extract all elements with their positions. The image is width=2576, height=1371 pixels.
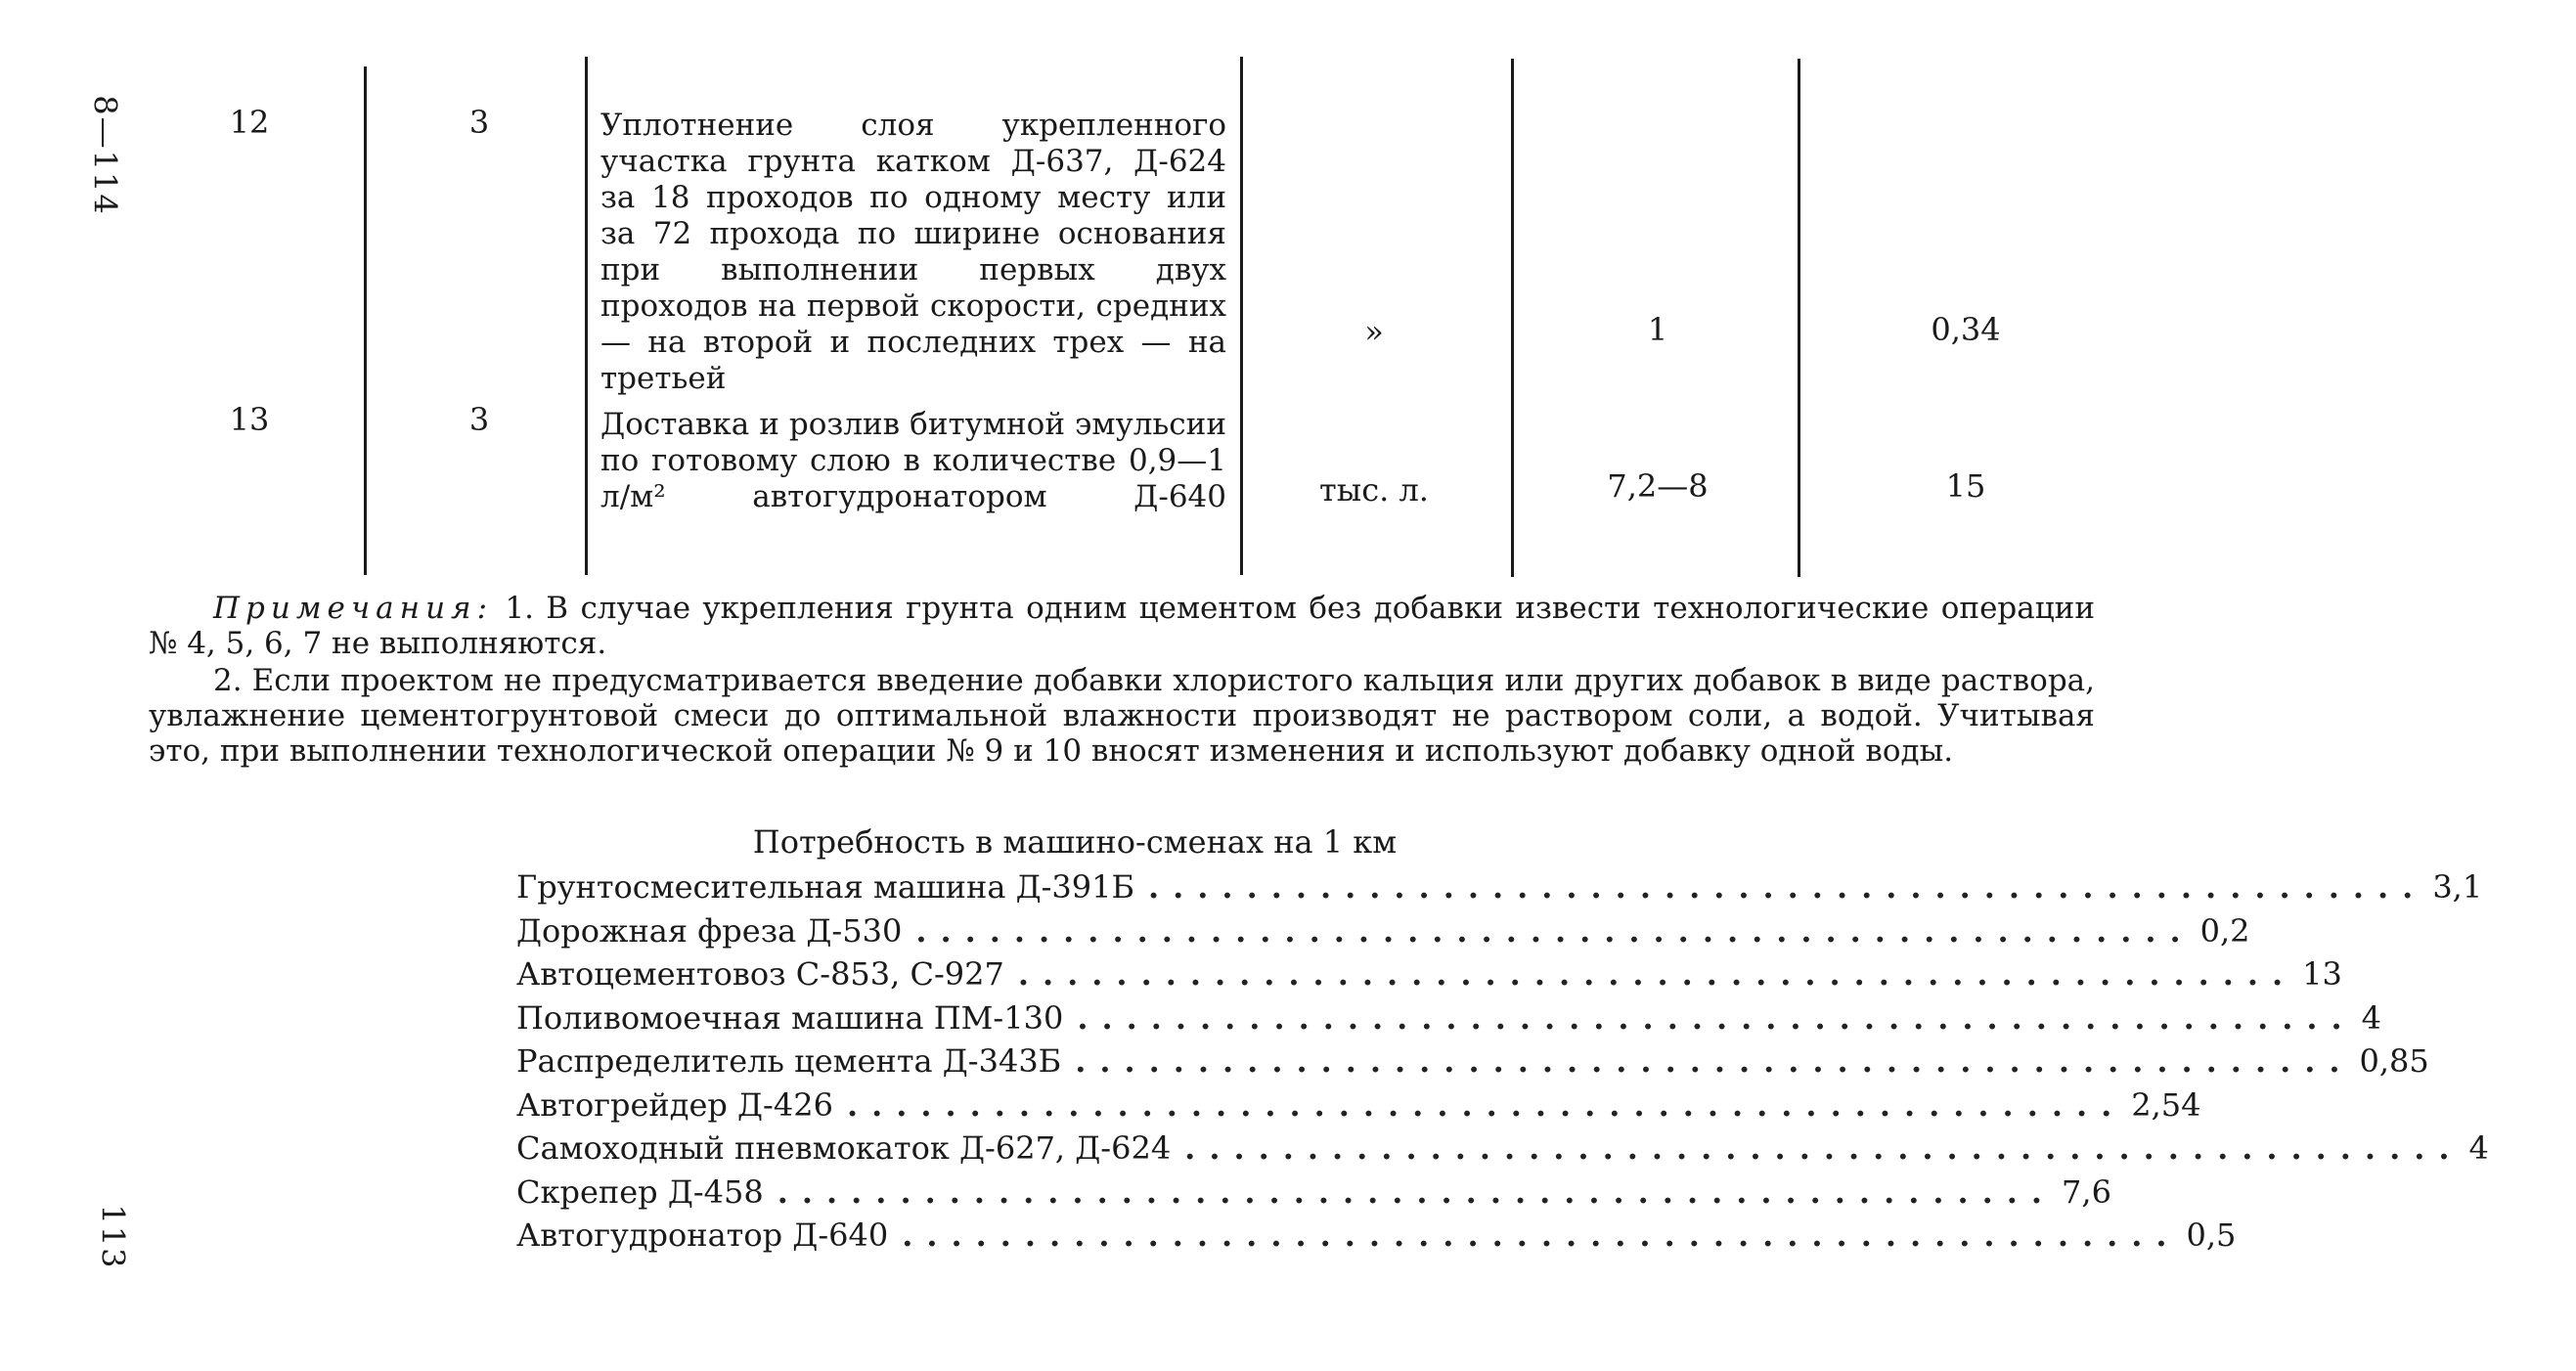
- row-value: 15: [1945, 467, 1986, 505]
- machine-name: Автоцементовоз С-853, С-927: [516, 955, 1004, 993]
- leader-dots: ....................................................: [1148, 868, 2427, 906]
- machine-name: Дорожная фреза Д-530: [516, 911, 903, 950]
- notes-heading: Примечания:: [213, 591, 494, 626]
- list-item: [516, 1216, 2237, 1260]
- leader-dots: ....................................................: [1075, 1042, 2354, 1080]
- machine-name: Автогудронатор Д-640: [516, 1216, 889, 1254]
- leader-dots: ....................................................: [1017, 955, 2297, 993]
- row-quantity: 7,2—8: [1607, 467, 1709, 505]
- page-code-label: 8—114: [86, 95, 124, 216]
- machine-shifts: 0,2: [2199, 911, 2250, 950]
- requirements-title: Потребность в машино-сменах на 1 км: [752, 823, 1398, 861]
- row-description: Уплотнение слоя укрепленного участка грунта катком Д-637, Д-624 за 18 проходов по одному месту или за 72 прохода по ширине основания при выполнении первых двух проходов на первой скорости, средних — на второй и последних трех — на третьей: [600, 108, 1226, 396]
- row-quantity: 1: [1647, 311, 1668, 348]
- machine-shifts: 2,54: [2131, 1085, 2201, 1124]
- page-number: 113: [94, 1204, 132, 1270]
- row-value: 0,34: [1931, 311, 2001, 348]
- list-item: [516, 998, 2381, 1043]
- leader-dots: ....................................................: [1184, 1129, 2464, 1167]
- list-item: [516, 1172, 2111, 1217]
- list-item: [516, 1085, 2201, 1130]
- row-col2: 3: [468, 401, 490, 438]
- note-2: 2. Если проектом не предусматривается введение добавки хлористого кальция или других добавок в виде раствора, увлажнение цементогрунтовой смеси до оптимальной влажности производят не раствором соли, а водой. Учитывая это, при выполнении технологической операции № 9 и 10 вносят изменения и используют добавку одной воды.: [149, 663, 2095, 769]
- row-number: 12: [229, 104, 270, 141]
- machine-shifts: 3,1: [2432, 868, 2483, 906]
- machine-shifts: 4: [2468, 1129, 2489, 1167]
- list-item: [516, 868, 2483, 912]
- machine-name: Распределитель цемента Д-343Б: [516, 1042, 1062, 1080]
- list-item: [516, 955, 2342, 999]
- machine-shifts: 0,5: [2186, 1216, 2237, 1254]
- machine-shifts: 7,6: [2062, 1172, 2111, 1211]
- list-item: [516, 1129, 2489, 1173]
- leader-dots: ....................................................: [902, 1216, 2181, 1254]
- note-1-text: 1. В случае укрепления грунта одним цементом без добавки извести технологические операции № 4, 5, 6, 7 не выполняются.: [149, 591, 2095, 661]
- requirements-list: [516, 868, 2489, 1260]
- leader-dots: ....................................................: [915, 911, 2195, 950]
- row-unit: тыс. л.: [1319, 471, 1429, 509]
- list-item: [516, 1042, 2429, 1086]
- machine-shifts: 4: [2361, 998, 2381, 1037]
- row-unit: »: [1364, 313, 1384, 350]
- leader-dots: ....................................................: [846, 1085, 2126, 1124]
- machine-name: Грунтосмесительная машина Д-391Б: [516, 868, 1134, 906]
- machine-name: Самоходный пневмокаток Д-627, Д-624: [516, 1129, 1172, 1167]
- machine-name: Поливомоечная машина ПМ-130: [516, 998, 1064, 1037]
- notes: [149, 591, 2095, 769]
- row-number: 13: [229, 401, 270, 438]
- note-1: [149, 591, 2095, 661]
- row-description: Доставка и розлив битумной эмульсии по готовому слою в количестве 0,9—1 л/м² автогудронатором Д-640: [600, 407, 1226, 514]
- leader-dots: ....................................................: [777, 1172, 2057, 1211]
- machine-name: Автогрейдер Д-426: [516, 1085, 833, 1124]
- machine-shifts: 0,85: [2359, 1042, 2429, 1080]
- machine-shifts: 13: [2302, 955, 2342, 993]
- machine-name: Скрепер Д-458: [516, 1172, 764, 1211]
- list-item: [516, 911, 2250, 956]
- leader-dots: ....................................................: [1077, 998, 2356, 1037]
- row-col2: 3: [468, 104, 490, 141]
